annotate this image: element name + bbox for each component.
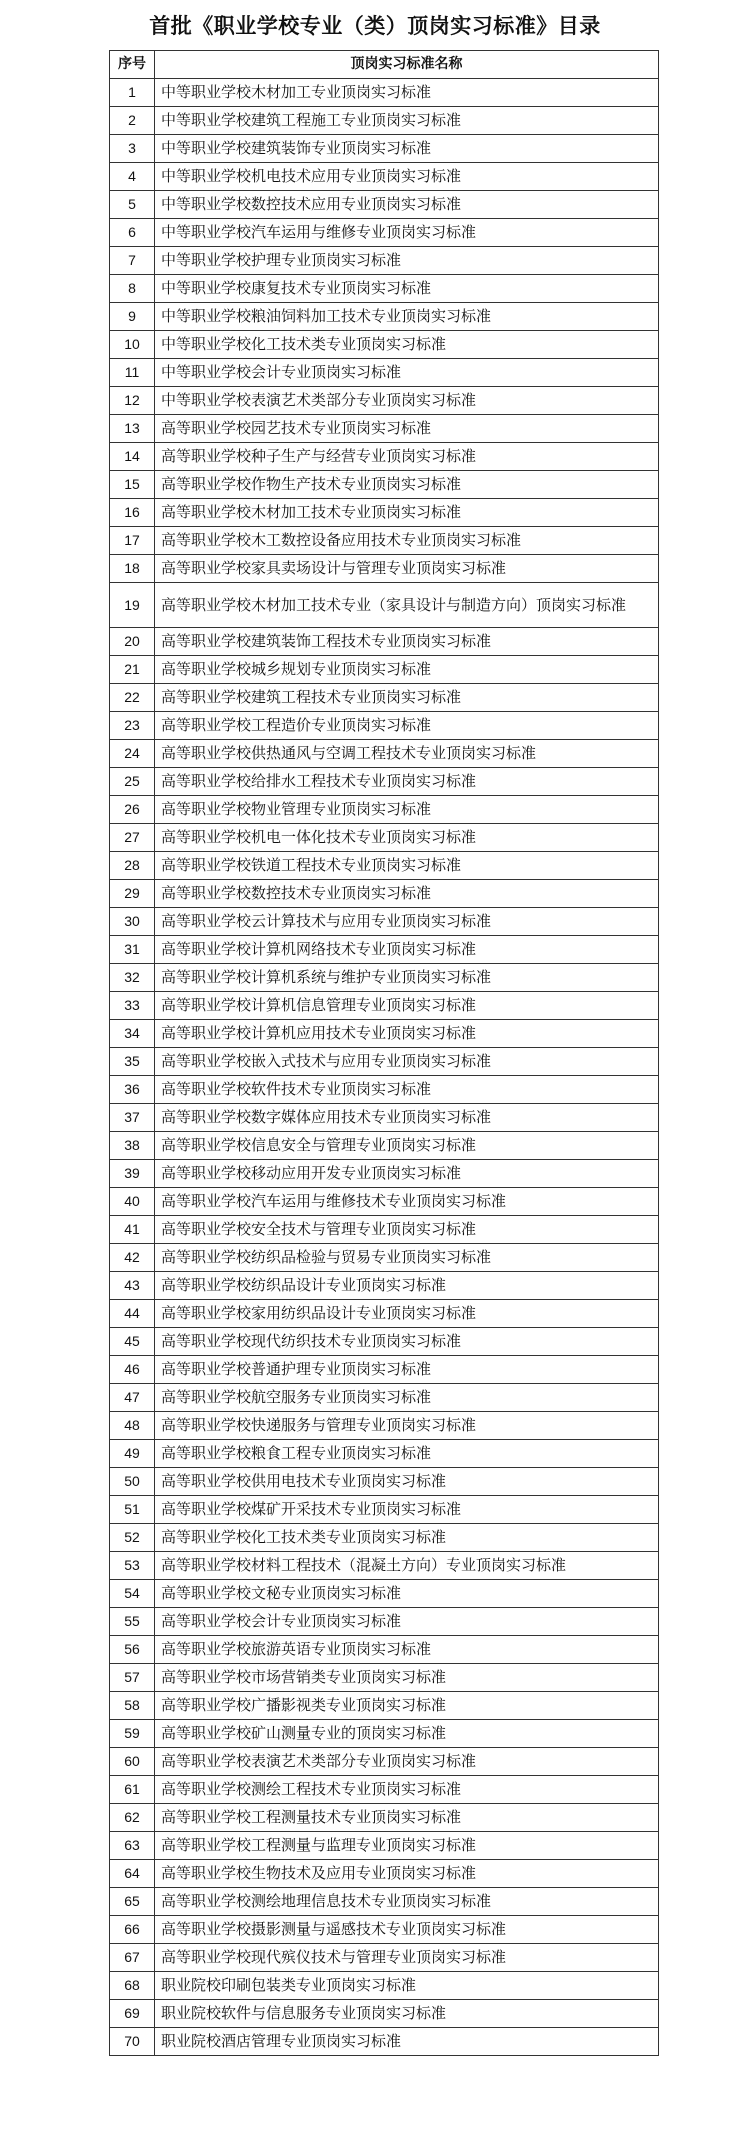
row-serial-number: 48 — [110, 1412, 155, 1440]
row-serial-number: 17 — [110, 527, 155, 555]
row-serial-number: 65 — [110, 1888, 155, 1916]
row-serial-number: 28 — [110, 852, 155, 880]
header-standard-name: 顶岗实习标准名称 — [155, 51, 659, 79]
table-row — [110, 1972, 659, 2000]
row-serial-number: 40 — [110, 1188, 155, 1216]
row-standard-name: 高等职业学校建筑装饰工程技术专业顶岗实习标准 — [155, 628, 659, 656]
table-body — [110, 79, 659, 2056]
table-row — [110, 1860, 659, 1888]
row-serial-number: 64 — [110, 1860, 155, 1888]
table-row — [110, 992, 659, 1020]
row-serial-number: 46 — [110, 1356, 155, 1384]
table-row — [110, 908, 659, 936]
table-row — [110, 583, 659, 628]
row-standard-name: 高等职业学校纺织品设计专业顶岗实习标准 — [155, 1272, 659, 1300]
row-serial-number: 33 — [110, 992, 155, 1020]
row-standard-name: 中等职业学校护理专业顶岗实习标准 — [155, 247, 659, 275]
table-row — [110, 852, 659, 880]
row-standard-name: 高等职业学校文秘专业顶岗实习标准 — [155, 1580, 659, 1608]
row-standard-name: 高等职业学校工程造价专业顶岗实习标准 — [155, 712, 659, 740]
row-serial-number: 37 — [110, 1104, 155, 1132]
table-row — [110, 1104, 659, 1132]
row-serial-number: 2 — [110, 107, 155, 135]
table-row — [110, 1048, 659, 1076]
table-row — [110, 415, 659, 443]
table-row — [110, 1916, 659, 1944]
table-row — [110, 191, 659, 219]
row-serial-number: 61 — [110, 1776, 155, 1804]
table-row — [110, 740, 659, 768]
row-standard-name: 高等职业学校计算机信息管理专业顶岗实习标准 — [155, 992, 659, 1020]
table-row — [110, 1244, 659, 1272]
table-row — [110, 1580, 659, 1608]
row-serial-number: 35 — [110, 1048, 155, 1076]
header-serial-number: 序号 — [110, 51, 155, 79]
document-title: 首批《职业学校专业（类）顶岗实习标准》目录 — [149, 14, 601, 38]
row-serial-number: 44 — [110, 1300, 155, 1328]
row-standard-name: 高等职业学校汽车运用与维修技术专业顶岗实习标准 — [155, 1188, 659, 1216]
row-serial-number: 7 — [110, 247, 155, 275]
row-standard-name: 中等职业学校康复技术专业顶岗实习标准 — [155, 275, 659, 303]
row-serial-number: 68 — [110, 1972, 155, 2000]
row-serial-number: 14 — [110, 443, 155, 471]
row-serial-number: 42 — [110, 1244, 155, 1272]
row-serial-number: 20 — [110, 628, 155, 656]
row-standard-name: 高等职业学校表演艺术类部分专业顶岗实习标准 — [155, 1748, 659, 1776]
table-row — [110, 359, 659, 387]
row-serial-number: 57 — [110, 1664, 155, 1692]
row-serial-number: 41 — [110, 1216, 155, 1244]
row-serial-number: 13 — [110, 415, 155, 443]
table-row — [110, 964, 659, 992]
table-row — [110, 443, 659, 471]
row-standard-name: 高等职业学校机电一体化技术专业顶岗实习标准 — [155, 824, 659, 852]
row-serial-number: 3 — [110, 135, 155, 163]
table-row — [110, 1720, 659, 1748]
table-row — [110, 303, 659, 331]
row-standard-name: 职业院校软件与信息服务专业顶岗实习标准 — [155, 2000, 659, 2028]
table-row — [110, 1832, 659, 1860]
row-standard-name: 高等职业学校化工技术类专业顶岗实习标准 — [155, 1524, 659, 1552]
row-serial-number: 49 — [110, 1440, 155, 1468]
row-standard-name: 高等职业学校园艺技术专业顶岗实习标准 — [155, 415, 659, 443]
table-row — [110, 1524, 659, 1552]
row-serial-number: 5 — [110, 191, 155, 219]
table-row — [110, 768, 659, 796]
row-serial-number: 54 — [110, 1580, 155, 1608]
table-row — [110, 1272, 659, 1300]
row-standard-name: 高等职业学校工程测量与监理专业顶岗实习标准 — [155, 1832, 659, 1860]
row-standard-name: 中等职业学校粮油饲料加工技术专业顶岗实习标准 — [155, 303, 659, 331]
row-standard-name: 中等职业学校建筑装饰专业顶岗实习标准 — [155, 135, 659, 163]
table-row — [110, 628, 659, 656]
row-serial-number: 60 — [110, 1748, 155, 1776]
row-serial-number: 45 — [110, 1328, 155, 1356]
row-standard-name: 中等职业学校汽车运用与维修专业顶岗实习标准 — [155, 219, 659, 247]
row-serial-number: 52 — [110, 1524, 155, 1552]
row-serial-number: 12 — [110, 387, 155, 415]
row-standard-name: 高等职业学校铁道工程技术专业顶岗实习标准 — [155, 852, 659, 880]
row-standard-name: 高等职业学校生物技术及应用专业顶岗实习标准 — [155, 1860, 659, 1888]
row-standard-name: 高等职业学校航空服务专业顶岗实习标准 — [155, 1384, 659, 1412]
table-row — [110, 555, 659, 583]
table-row — [110, 499, 659, 527]
row-serial-number: 24 — [110, 740, 155, 768]
row-serial-number: 15 — [110, 471, 155, 499]
row-standard-name: 高等职业学校木材加工技术专业（家具设计与制造方向）顶岗实习标准 — [155, 583, 659, 628]
table-row — [110, 684, 659, 712]
row-serial-number: 23 — [110, 712, 155, 740]
row-standard-name: 高等职业学校安全技术与管理专业顶岗实习标准 — [155, 1216, 659, 1244]
row-serial-number: 55 — [110, 1608, 155, 1636]
row-standard-name: 高等职业学校矿山测量专业的顶岗实习标准 — [155, 1720, 659, 1748]
table-row — [110, 331, 659, 359]
row-standard-name: 高等职业学校会计专业顶岗实习标准 — [155, 1608, 659, 1636]
row-standard-name: 中等职业学校建筑工程施工专业顶岗实习标准 — [155, 107, 659, 135]
table-row — [110, 2028, 659, 2056]
row-serial-number: 47 — [110, 1384, 155, 1412]
row-standard-name: 高等职业学校摄影测量与遥感技术专业顶岗实习标准 — [155, 1916, 659, 1944]
row-serial-number: 21 — [110, 656, 155, 684]
table-row — [110, 1020, 659, 1048]
row-standard-name: 高等职业学校测绘工程技术专业顶岗实习标准 — [155, 1776, 659, 1804]
row-standard-name: 职业院校酒店管理专业顶岗实习标准 — [155, 2028, 659, 2056]
row-serial-number: 36 — [110, 1076, 155, 1104]
row-standard-name: 高等职业学校测绘地理信息技术专业顶岗实习标准 — [155, 1888, 659, 1916]
table-row — [110, 1132, 659, 1160]
row-standard-name: 高等职业学校普通护理专业顶岗实习标准 — [155, 1356, 659, 1384]
row-serial-number: 19 — [110, 583, 155, 628]
row-standard-name: 中等职业学校数控技术应用专业顶岗实习标准 — [155, 191, 659, 219]
table-row — [110, 656, 659, 684]
row-standard-name: 高等职业学校嵌入式技术与应用专业顶岗实习标准 — [155, 1048, 659, 1076]
row-standard-name: 高等职业学校信息安全与管理专业顶岗实习标准 — [155, 1132, 659, 1160]
table-row — [110, 712, 659, 740]
row-serial-number: 69 — [110, 2000, 155, 2028]
table-row — [110, 1692, 659, 1720]
row-standard-name: 高等职业学校家用纺织品设计专业顶岗实习标准 — [155, 1300, 659, 1328]
row-standard-name: 高等职业学校供热通风与空调工程技术专业顶岗实习标准 — [155, 740, 659, 768]
table-row — [110, 163, 659, 191]
row-serial-number: 59 — [110, 1720, 155, 1748]
row-serial-number: 58 — [110, 1692, 155, 1720]
table-row — [110, 880, 659, 908]
table-row — [110, 387, 659, 415]
row-standard-name: 高等职业学校现代纺织技术专业顶岗实习标准 — [155, 1328, 659, 1356]
table-row — [110, 1412, 659, 1440]
row-serial-number: 31 — [110, 936, 155, 964]
row-standard-name: 高等职业学校材料工程技术（混凝土方向）专业顶岗实习标准 — [155, 1552, 659, 1580]
row-serial-number: 30 — [110, 908, 155, 936]
table-row — [110, 107, 659, 135]
table-row — [110, 796, 659, 824]
table-row — [110, 79, 659, 107]
table-row — [110, 1748, 659, 1776]
row-serial-number: 39 — [110, 1160, 155, 1188]
table-row — [110, 936, 659, 964]
table-row — [110, 1216, 659, 1244]
row-standard-name: 中等职业学校化工技术类专业顶岗实习标准 — [155, 331, 659, 359]
row-standard-name: 高等职业学校快递服务与管理专业顶岗实习标准 — [155, 1412, 659, 1440]
row-serial-number: 50 — [110, 1468, 155, 1496]
row-standard-name: 高等职业学校数控技术专业顶岗实习标准 — [155, 880, 659, 908]
table-row — [110, 1552, 659, 1580]
row-standard-name: 高等职业学校计算机网络技术专业顶岗实习标准 — [155, 936, 659, 964]
table-row — [110, 1300, 659, 1328]
row-standard-name: 高等职业学校物业管理专业顶岗实习标准 — [155, 796, 659, 824]
table-row — [110, 527, 659, 555]
row-standard-name: 高等职业学校旅游英语专业顶岗实习标准 — [155, 1636, 659, 1664]
table-row — [110, 219, 659, 247]
row-serial-number: 4 — [110, 163, 155, 191]
row-serial-number: 29 — [110, 880, 155, 908]
row-serial-number: 66 — [110, 1916, 155, 1944]
table-row — [110, 1608, 659, 1636]
row-standard-name: 高等职业学校云计算技术与应用专业顶岗实习标准 — [155, 908, 659, 936]
standards-table — [109, 50, 659, 2056]
row-standard-name: 高等职业学校移动应用开发专业顶岗实习标准 — [155, 1160, 659, 1188]
table-row — [110, 1356, 659, 1384]
table-row — [110, 1384, 659, 1412]
row-serial-number: 38 — [110, 1132, 155, 1160]
table-row — [110, 1496, 659, 1524]
row-serial-number: 10 — [110, 331, 155, 359]
table-row — [110, 1160, 659, 1188]
row-serial-number: 18 — [110, 555, 155, 583]
table-row — [110, 1188, 659, 1216]
table-row — [110, 1636, 659, 1664]
row-serial-number: 67 — [110, 1944, 155, 1972]
row-serial-number: 25 — [110, 768, 155, 796]
row-serial-number: 16 — [110, 499, 155, 527]
table-row — [110, 1468, 659, 1496]
table-row — [110, 1944, 659, 1972]
row-serial-number: 70 — [110, 2028, 155, 2056]
row-standard-name: 高等职业学校木工数控设备应用技术专业顶岗实习标准 — [155, 527, 659, 555]
table-row — [110, 275, 659, 303]
row-standard-name: 中等职业学校表演艺术类部分专业顶岗实习标准 — [155, 387, 659, 415]
table-row — [110, 135, 659, 163]
table-row — [110, 471, 659, 499]
table-row — [110, 1664, 659, 1692]
row-serial-number: 11 — [110, 359, 155, 387]
row-standard-name: 高等职业学校种子生产与经营专业顶岗实习标准 — [155, 443, 659, 471]
row-serial-number: 62 — [110, 1804, 155, 1832]
row-standard-name: 高等职业学校纺织品检验与贸易专业顶岗实习标准 — [155, 1244, 659, 1272]
table-row — [110, 1804, 659, 1832]
row-serial-number: 6 — [110, 219, 155, 247]
row-serial-number: 51 — [110, 1496, 155, 1524]
row-serial-number: 8 — [110, 275, 155, 303]
row-standard-name: 高等职业学校广播影视类专业顶岗实习标准 — [155, 1692, 659, 1720]
row-standard-name: 高等职业学校建筑工程技术专业顶岗实习标准 — [155, 684, 659, 712]
row-standard-name: 中等职业学校机电技术应用专业顶岗实习标准 — [155, 163, 659, 191]
row-standard-name: 高等职业学校计算机应用技术专业顶岗实习标准 — [155, 1020, 659, 1048]
row-standard-name: 中等职业学校木材加工专业顶岗实习标准 — [155, 79, 659, 107]
row-serial-number: 43 — [110, 1272, 155, 1300]
row-serial-number: 1 — [110, 79, 155, 107]
row-serial-number: 56 — [110, 1636, 155, 1664]
row-standard-name: 中等职业学校会计专业顶岗实习标准 — [155, 359, 659, 387]
row-standard-name: 高等职业学校木材加工技术专业顶岗实习标准 — [155, 499, 659, 527]
table-row — [110, 1888, 659, 1916]
row-standard-name: 高等职业学校煤矿开采技术专业顶岗实习标准 — [155, 1496, 659, 1524]
row-standard-name: 高等职业学校家具卖场设计与管理专业顶岗实习标准 — [155, 555, 659, 583]
row-serial-number: 26 — [110, 796, 155, 824]
row-standard-name: 高等职业学校给排水工程技术专业顶岗实习标准 — [155, 768, 659, 796]
table-row — [110, 2000, 659, 2028]
row-standard-name: 高等职业学校现代殡仪技术与管理专业顶岗实习标准 — [155, 1944, 659, 1972]
row-standard-name: 高等职业学校作物生产技术专业顶岗实习标准 — [155, 471, 659, 499]
table-row — [110, 1776, 659, 1804]
row-standard-name: 高等职业学校粮食工程专业顶岗实习标准 — [155, 1440, 659, 1468]
row-standard-name: 高等职业学校计算机系统与维护专业顶岗实习标准 — [155, 964, 659, 992]
table-row — [110, 1076, 659, 1104]
row-standard-name: 高等职业学校供用电技术专业顶岗实习标准 — [155, 1468, 659, 1496]
row-standard-name: 高等职业学校城乡规划专业顶岗实习标准 — [155, 656, 659, 684]
table-header-row — [110, 51, 659, 79]
row-standard-name: 高等职业学校工程测量技术专业顶岗实习标准 — [155, 1804, 659, 1832]
table-row — [110, 1328, 659, 1356]
row-standard-name: 高等职业学校市场营销类专业顶岗实习标准 — [155, 1664, 659, 1692]
row-serial-number: 34 — [110, 1020, 155, 1048]
row-serial-number: 32 — [110, 964, 155, 992]
table-row — [110, 824, 659, 852]
row-standard-name: 职业院校印刷包装类专业顶岗实习标准 — [155, 1972, 659, 2000]
row-standard-name: 高等职业学校数字媒体应用技术专业顶岗实习标准 — [155, 1104, 659, 1132]
row-serial-number: 53 — [110, 1552, 155, 1580]
row-serial-number: 63 — [110, 1832, 155, 1860]
table-row — [110, 1440, 659, 1468]
row-serial-number: 27 — [110, 824, 155, 852]
row-serial-number: 9 — [110, 303, 155, 331]
row-standard-name: 高等职业学校软件技术专业顶岗实习标准 — [155, 1076, 659, 1104]
row-serial-number: 22 — [110, 684, 155, 712]
table-row — [110, 247, 659, 275]
